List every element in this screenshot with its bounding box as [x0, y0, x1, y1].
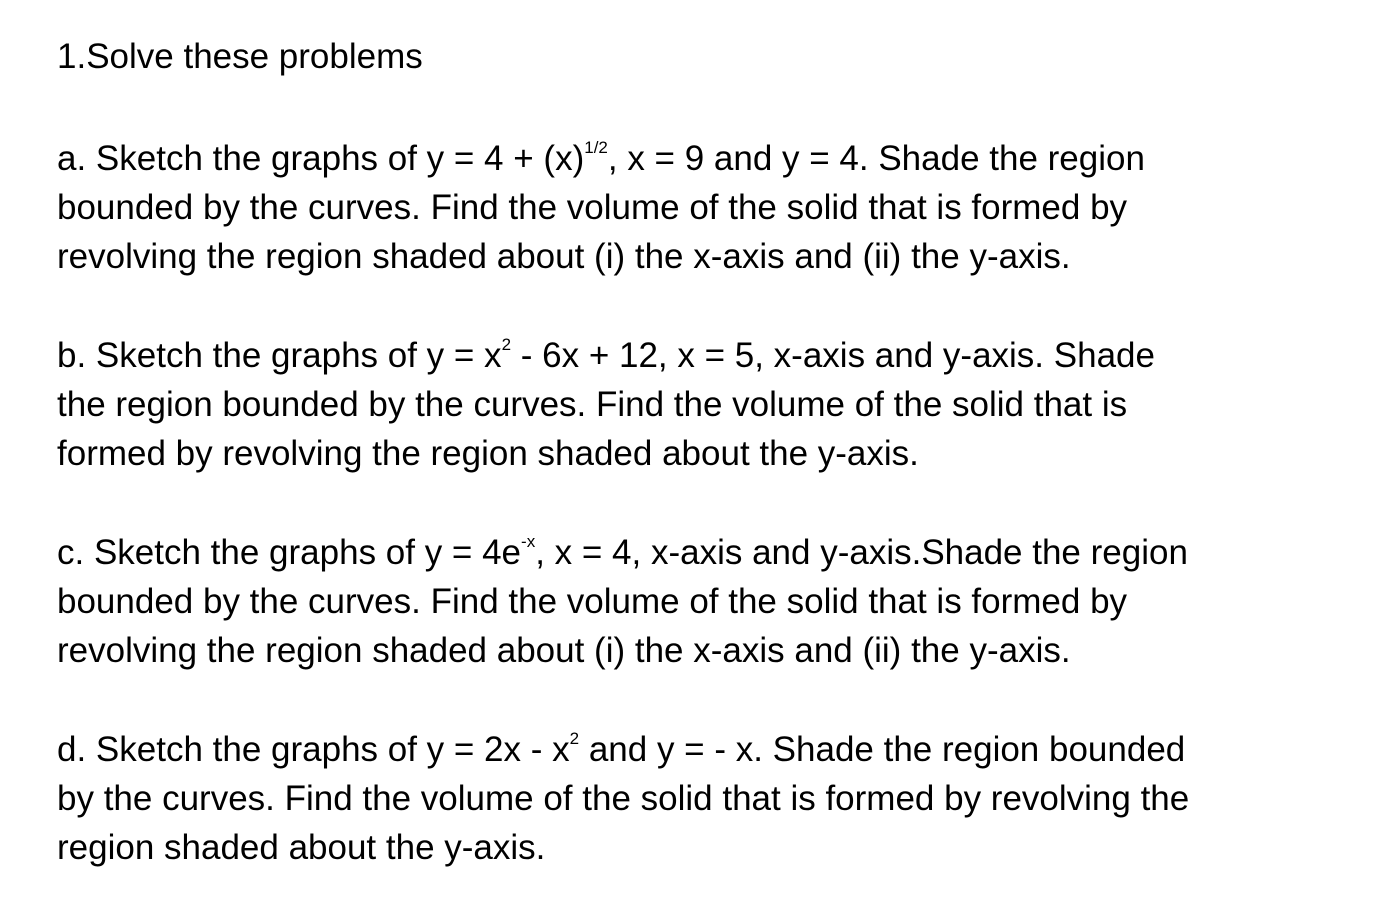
- problem-c-line-1: [57, 528, 1357, 577]
- problem-d-line-1-rest: and y = - x. Shade the region bounded: [579, 730, 1186, 769]
- problem-b-line-1: [57, 331, 1357, 380]
- problem-a-line-3: revolving the region shaded about (i) the x-axis and (ii) the y-axis.: [57, 237, 1071, 276]
- problem-c: [57, 528, 1357, 675]
- problem-d: [57, 725, 1357, 872]
- problem-b-line-3: formed by revolving the region shaded about the y-axis.: [57, 434, 919, 473]
- problem-c-line-1-rest: , x = 4, x-axis and y-axis.Shade the region: [535, 533, 1188, 572]
- problem-a-line-1-rest: , x = 9 and y = 4. Shade the region: [607, 139, 1145, 178]
- problem-b: [57, 331, 1357, 478]
- document-page: [57, 36, 1357, 872]
- problem-a-line-1-text: a. Sketch the graphs of y = 4 + (x): [57, 139, 585, 178]
- problem-a: [57, 134, 1357, 281]
- problem-b-exponent: 2: [501, 335, 512, 355]
- problem-d-line-3: region shaded about the y-axis.: [57, 828, 546, 867]
- problem-b-line-2: the region bounded by the curves. Find the volume of the solid that is: [57, 385, 1128, 424]
- problem-c-line-2: bounded by the curves. Find the volume of the solid that is formed by: [57, 582, 1128, 621]
- problem-d-exponent: 2: [569, 729, 580, 749]
- problem-c-line-1-text: c. Sketch the graphs of y = 4e: [57, 533, 522, 572]
- problem-a-line-1: [57, 134, 1357, 183]
- problem-d-line-2: by the curves. Find the volume of the solid that is formed by revolving the: [57, 779, 1190, 818]
- problem-c-exponent: -x: [521, 532, 536, 552]
- problem-c-line-3: revolving the region shaded about (i) the x-axis and (ii) the y-axis.: [57, 631, 1071, 670]
- problem-b-line-1-text: b. Sketch the graphs of y = x: [57, 336, 502, 375]
- problem-d-line-1: [57, 725, 1357, 774]
- problem-a-exponent: 1/2: [584, 138, 608, 158]
- problem-d-line-1-text: d. Sketch the graphs of y = 2x - x: [57, 730, 570, 769]
- problem-b-line-1-rest: - 6x + 12, x = 5, x-axis and y-axis. Shade: [511, 336, 1155, 375]
- problem-a-line-2: bounded by the curves. Find the volume of the solid that is formed by: [57, 188, 1128, 227]
- heading: 1.Solve these problems: [57, 37, 423, 76]
